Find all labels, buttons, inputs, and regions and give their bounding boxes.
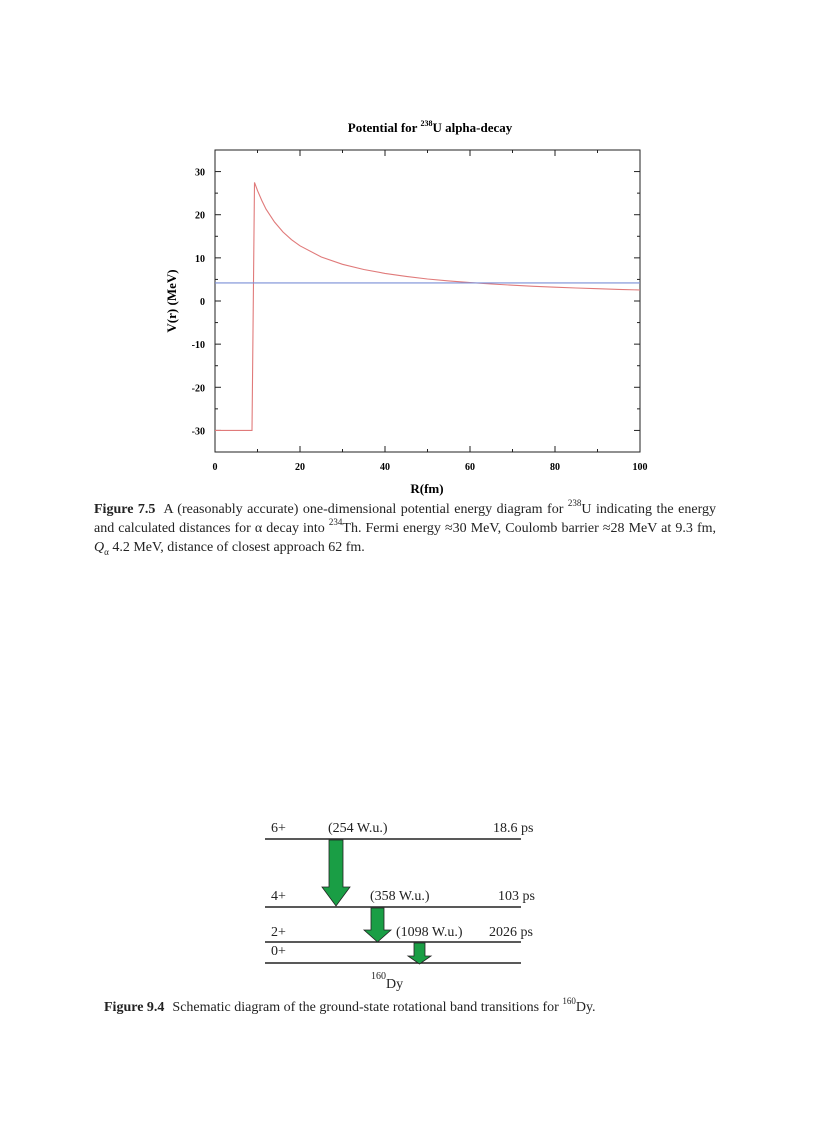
- level-2-bwu: (1098 W.u.): [396, 925, 463, 940]
- transition-arrow-2-0: [408, 943, 431, 964]
- figure-7-5-caption: [94, 500, 716, 562]
- potential-curve: [215, 182, 640, 430]
- nucleus-label: [371, 971, 403, 992]
- figure-9-4-caption: [104, 998, 724, 1017]
- cap2-text: Schematic diagram of the ground-state rotational band transitions for: [172, 1000, 563, 1015]
- potential-chart: [150, 108, 650, 498]
- rotational-band-diagram: [255, 812, 565, 992]
- cap1-sup-1: 238: [567, 498, 582, 509]
- level-6-bwu: (254 W.u.): [328, 821, 388, 836]
- x-tick-label: 80: [550, 462, 560, 473]
- chart-series: [215, 182, 640, 430]
- cap1-text-2: U indicating the energy and calculated distances for α decay into: [94, 502, 716, 536]
- axis-ticks: [192, 150, 648, 473]
- level-4-spin: 4+: [271, 889, 286, 904]
- y-tick-label: 10: [195, 253, 205, 265]
- nucleus-symbol: Dy: [386, 977, 404, 992]
- chart-title-sup: 238: [420, 119, 433, 128]
- figure-9-4-label: Figure 9.4: [104, 1000, 165, 1015]
- cap1-text-3: Th. Fermi energy ≈30 MeV, Coulomb barrier ≈28 MeV at 9.3 fm,: [342, 521, 716, 536]
- x-axis-label: R(fm): [410, 481, 444, 496]
- x-tick-label: 60: [465, 462, 475, 473]
- chart-title-suffix: U alpha-decay: [432, 120, 513, 135]
- x-tick-label: 40: [380, 462, 390, 473]
- cap2-sup: 160: [562, 996, 576, 1007]
- x-tick-label: 100: [632, 462, 648, 473]
- level-2-spin: 2+: [271, 925, 286, 940]
- x-tick-label: 20: [295, 462, 305, 473]
- y-tick-label: -20: [191, 383, 205, 395]
- level-0-spin: 0+: [271, 944, 286, 959]
- y-tick-label: 0: [200, 297, 205, 308]
- nucleus-mass: 160: [371, 971, 386, 982]
- plot-frame: [215, 150, 640, 452]
- chart-title: [348, 119, 513, 135]
- transition-arrow-4-2: [364, 908, 391, 942]
- cap1-sup-2: 234: [328, 517, 343, 528]
- level-2-lifetime: 2026 ps: [489, 925, 533, 940]
- transition-arrow-6-4: [322, 840, 350, 906]
- y-axis-label: V(r) (MeV): [164, 269, 179, 333]
- level-6-spin: 6+: [271, 821, 286, 836]
- level-6-lifetime: 18.6 ps: [493, 821, 534, 836]
- cap1-text-4: 4.2 MeV, distance of closest approach 62 fm.: [108, 540, 365, 555]
- level-4-bwu: (358 W.u.): [370, 889, 430, 904]
- chart-title-prefix: Potential for: [347, 120, 421, 135]
- cap1-q-sub: α: [104, 546, 109, 557]
- cap2-tail: Dy.: [575, 1000, 596, 1015]
- level-4-lifetime: 103 ps: [498, 889, 535, 904]
- cap1-q-symbol: Q: [94, 540, 105, 555]
- y-tick-label: -30: [191, 426, 205, 438]
- cap1-text-1: A (reasonably accurate) one-dimensional potential energy diagram for: [163, 502, 568, 517]
- x-tick-label: 0: [212, 462, 218, 473]
- y-tick-label: 20: [195, 210, 205, 222]
- y-tick-label: -10: [191, 340, 205, 352]
- figure-7-5-label: Figure 7.5: [94, 502, 156, 517]
- y-tick-label: 30: [195, 167, 205, 179]
